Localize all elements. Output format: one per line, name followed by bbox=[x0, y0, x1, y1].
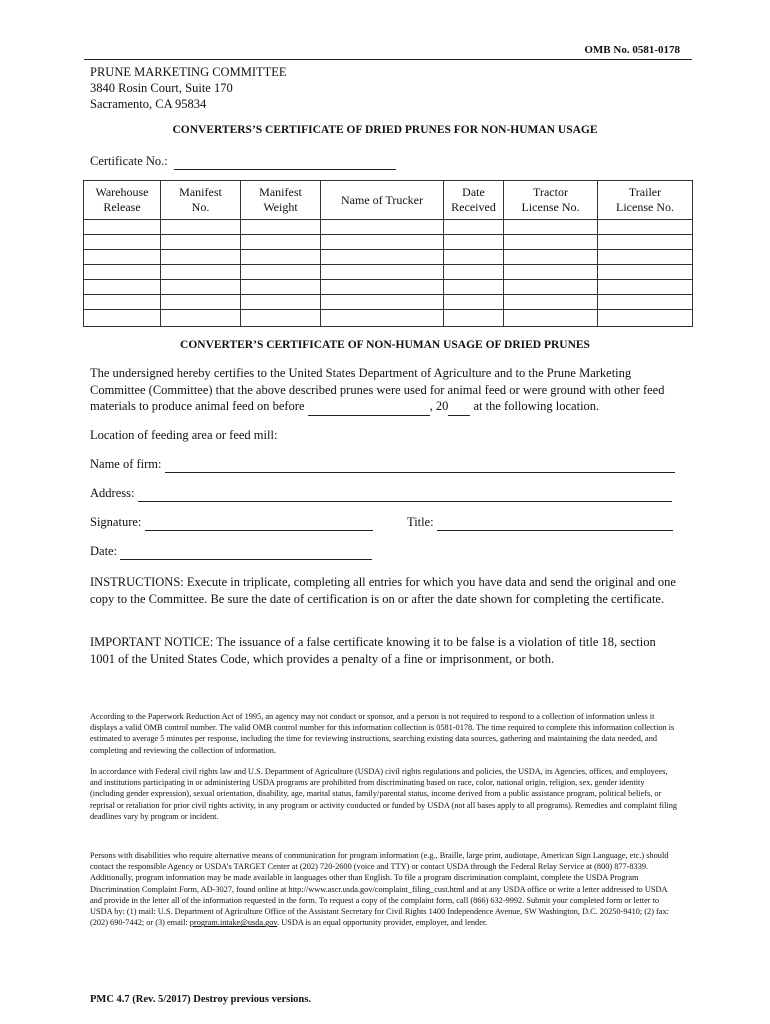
address-line: PRUNE MARKETING COMMITTEE bbox=[90, 65, 287, 79]
table-cell[interactable] bbox=[241, 265, 321, 280]
table-row bbox=[84, 295, 693, 310]
table-cell[interactable] bbox=[161, 280, 241, 295]
table-cell[interactable] bbox=[161, 310, 241, 327]
table-cell[interactable] bbox=[598, 235, 693, 250]
table-cell[interactable] bbox=[241, 235, 321, 250]
title-field[interactable] bbox=[407, 515, 673, 531]
email-link[interactable]: program.intake@usda.gov bbox=[189, 918, 278, 928]
table-cell[interactable] bbox=[241, 250, 321, 265]
table-cell[interactable] bbox=[444, 265, 504, 280]
table-cell[interactable] bbox=[84, 250, 161, 265]
certification-title: CONVERTER’S CERTIFICATE OF NON-HUMAN USAGE OF DRIED PRUNES bbox=[180, 339, 590, 351]
certification-statement: The undersigned hereby certifies to the United States Department of Agriculture and to the Prune Marketing Committee (Committee) that the above described prunes were used for animal feed or were ground with other feed materials to produce animal feed on before , 20 at the following location. bbox=[90, 365, 680, 416]
firm-name-blank[interactable] bbox=[165, 457, 675, 473]
column-header: Tractor License No. bbox=[504, 181, 598, 220]
table-cell[interactable] bbox=[84, 220, 161, 235]
table-cell[interactable] bbox=[598, 250, 693, 265]
column-header: Name of Trucker bbox=[321, 181, 444, 220]
table-header-row bbox=[84, 181, 693, 220]
table-row bbox=[84, 280, 693, 295]
table-cell[interactable] bbox=[444, 280, 504, 295]
committee-address bbox=[90, 64, 287, 112]
disabilities-notice: Persons with disabilities who require alternative means of communication for program information (e.g., Braille, large print, audiotape, American Sign Language, etc.) should contact the responsible Agency or USDA’s TARGET Center at (202) 720-2600 (voice and TTY) or contact USDA through the Federal Relay Service at (800) 877-8339. Additionally, program information may be made available in languages other than English. To file a program discrimination complaint, complete the USDA Program Discrimination Complaint Form, AD-3027, found online at http://www.ascr.usda.gov/complaint_filing_cust.html and at any USDA office or write a letter addressed to USDA and provide in the letter all of the information requested in the form. To request a copy of the complaint form, call (866) 632-9992. Submit your completed form or letter to USDA by: (1) mail: U.S. Department of Agriculture Office of the Assistant Secretary for Civil Rights 1400 Independence Avenue, SW Washington, D.C. 20250-9410; (2) fax: (202) 690-7442; or (3) email: program.intake@usda.gov. USDA is an equal opportunity provider, employer, and lender. bbox=[90, 851, 669, 928]
date-signed-blank[interactable] bbox=[120, 544, 372, 560]
table-cell[interactable] bbox=[84, 295, 161, 310]
table-cell[interactable] bbox=[321, 310, 444, 327]
column-header: Date Received bbox=[444, 181, 504, 220]
signature-blank[interactable] bbox=[145, 515, 373, 531]
title-label: Title: bbox=[407, 515, 434, 529]
table-row bbox=[84, 265, 693, 280]
firm-name-label: Name of firm: bbox=[90, 457, 162, 471]
table-cell[interactable] bbox=[504, 235, 598, 250]
table-cell[interactable] bbox=[161, 265, 241, 280]
table-cell[interactable] bbox=[598, 220, 693, 235]
location-label: Location of feeding area or feed mill: bbox=[90, 428, 278, 442]
table-row bbox=[84, 235, 693, 250]
table-cell[interactable] bbox=[598, 310, 693, 327]
signature-label: Signature: bbox=[90, 515, 142, 529]
firm-name-field[interactable] bbox=[90, 457, 675, 473]
table-cell[interactable] bbox=[321, 250, 444, 265]
table-cell[interactable] bbox=[321, 295, 444, 310]
table-cell[interactable] bbox=[161, 235, 241, 250]
table-cell[interactable] bbox=[504, 265, 598, 280]
date-blank[interactable] bbox=[308, 398, 430, 416]
certificate-number-field[interactable] bbox=[90, 154, 396, 170]
table-cell[interactable] bbox=[161, 220, 241, 235]
table-cell[interactable] bbox=[504, 220, 598, 235]
table-cell[interactable] bbox=[504, 295, 598, 310]
date-label: Date: bbox=[90, 544, 118, 558]
address-field[interactable] bbox=[90, 486, 672, 502]
table-cell[interactable] bbox=[444, 235, 504, 250]
column-header: Warehouse Release bbox=[84, 181, 161, 220]
table-cell[interactable] bbox=[444, 310, 504, 327]
table-cell[interactable] bbox=[241, 310, 321, 327]
form-title: CONVERTERS’S CERTIFICATE OF DRIED PRUNES FOR NON-HUMAN USAGE bbox=[172, 124, 598, 136]
address-label: Address: bbox=[90, 486, 135, 500]
table-cell[interactable] bbox=[598, 295, 693, 310]
table-cell[interactable] bbox=[84, 235, 161, 250]
table-cell[interactable] bbox=[241, 220, 321, 235]
signature-field[interactable] bbox=[90, 515, 373, 531]
title-blank[interactable] bbox=[437, 515, 673, 531]
table-cell[interactable] bbox=[84, 280, 161, 295]
table-cell[interactable] bbox=[161, 250, 241, 265]
table-cell[interactable] bbox=[504, 310, 598, 327]
form-footer: PMC 4.7 (Rev. 5/2017) Destroy previous versions. bbox=[90, 994, 311, 1005]
table-cell[interactable] bbox=[321, 280, 444, 295]
certificate-number-label: Certificate No.: bbox=[90, 154, 168, 168]
table-cell[interactable] bbox=[321, 235, 444, 250]
table-cell[interactable] bbox=[598, 280, 693, 295]
table-cell[interactable] bbox=[504, 280, 598, 295]
table-cell[interactable] bbox=[444, 295, 504, 310]
table-cell[interactable] bbox=[321, 220, 444, 235]
column-header: Manifest Weight bbox=[241, 181, 321, 220]
omb-number: OMB No. 0581-0178 bbox=[584, 44, 680, 56]
table-row bbox=[84, 250, 693, 265]
table-cell[interactable] bbox=[161, 295, 241, 310]
shipment-table bbox=[83, 180, 693, 327]
table-cell[interactable] bbox=[598, 265, 693, 280]
header-rule bbox=[84, 59, 692, 60]
date-field[interactable] bbox=[90, 544, 372, 560]
address-line: 3840 Rosin Court, Suite 170 bbox=[90, 81, 233, 95]
column-header: Trailer License No. bbox=[598, 181, 693, 220]
table-row bbox=[84, 310, 693, 327]
instructions-text: INSTRUCTIONS: Execute in triplicate, completing all entries for which you have data and send the original and one copy to the Committee. Be sure the date of certification is on or after the date shown for completing the certificate. bbox=[90, 575, 676, 606]
table-cell[interactable] bbox=[241, 295, 321, 310]
table-cell[interactable] bbox=[504, 250, 598, 265]
certificate-number-blank[interactable] bbox=[174, 154, 396, 170]
table-cell[interactable] bbox=[84, 265, 161, 280]
civil-rights-notice: In accordance with Federal civil rights law and U.S. Department of Agriculture (USDA) civil rights regulations and policies, the USDA, its Agencies, offices, and employees, and institutions participating in or administering USDA programs are prohibited from discriminating based on race, color, national origin, religion, sex, gender identity (including gender expression), sexual orientation, disability, age, marital status, family/parental status, income derived from a public assistance program, political beliefs, or reprisal or retaliation for prior civil rights activity, in any program or activity conducted or funded by USDA (not all bases apply to all programs). Remedies and complaint filing deadlines vary by program or incident. bbox=[90, 767, 678, 821]
table-cell[interactable] bbox=[84, 310, 161, 327]
table-cell[interactable] bbox=[444, 250, 504, 265]
year-blank[interactable] bbox=[448, 398, 470, 416]
table-cell[interactable] bbox=[321, 265, 444, 280]
column-header: Manifest No. bbox=[161, 181, 241, 220]
table-body bbox=[84, 220, 693, 327]
paperwork-notice: According to the Paperwork Reduction Act of 1995, an agency may not conduct or sponsor, and a person is not required to respond to a collection of information unless it displays a valid OMB control number. The valid OMB control number for this information collection is 0581-0178. The time required to complete this information collection is estimated to average 5 minutes per response, including the time for reviewing instructions, searching existing data sources, gathering and maintaining the data needed, and completing and reviewing the collection of information. bbox=[90, 712, 675, 755]
table-cell[interactable] bbox=[444, 220, 504, 235]
table-cell[interactable] bbox=[241, 280, 321, 295]
address-line: Sacramento, CA 95834 bbox=[90, 97, 207, 111]
address-blank[interactable] bbox=[138, 486, 672, 502]
table-row bbox=[84, 220, 693, 235]
important-notice: IMPORTANT NOTICE: The issuance of a false certificate knowing it to be false is a violation of title 18, section 1001 of the United States Code, which provides a penalty of a fine or imprisonment, or both. bbox=[90, 635, 656, 666]
